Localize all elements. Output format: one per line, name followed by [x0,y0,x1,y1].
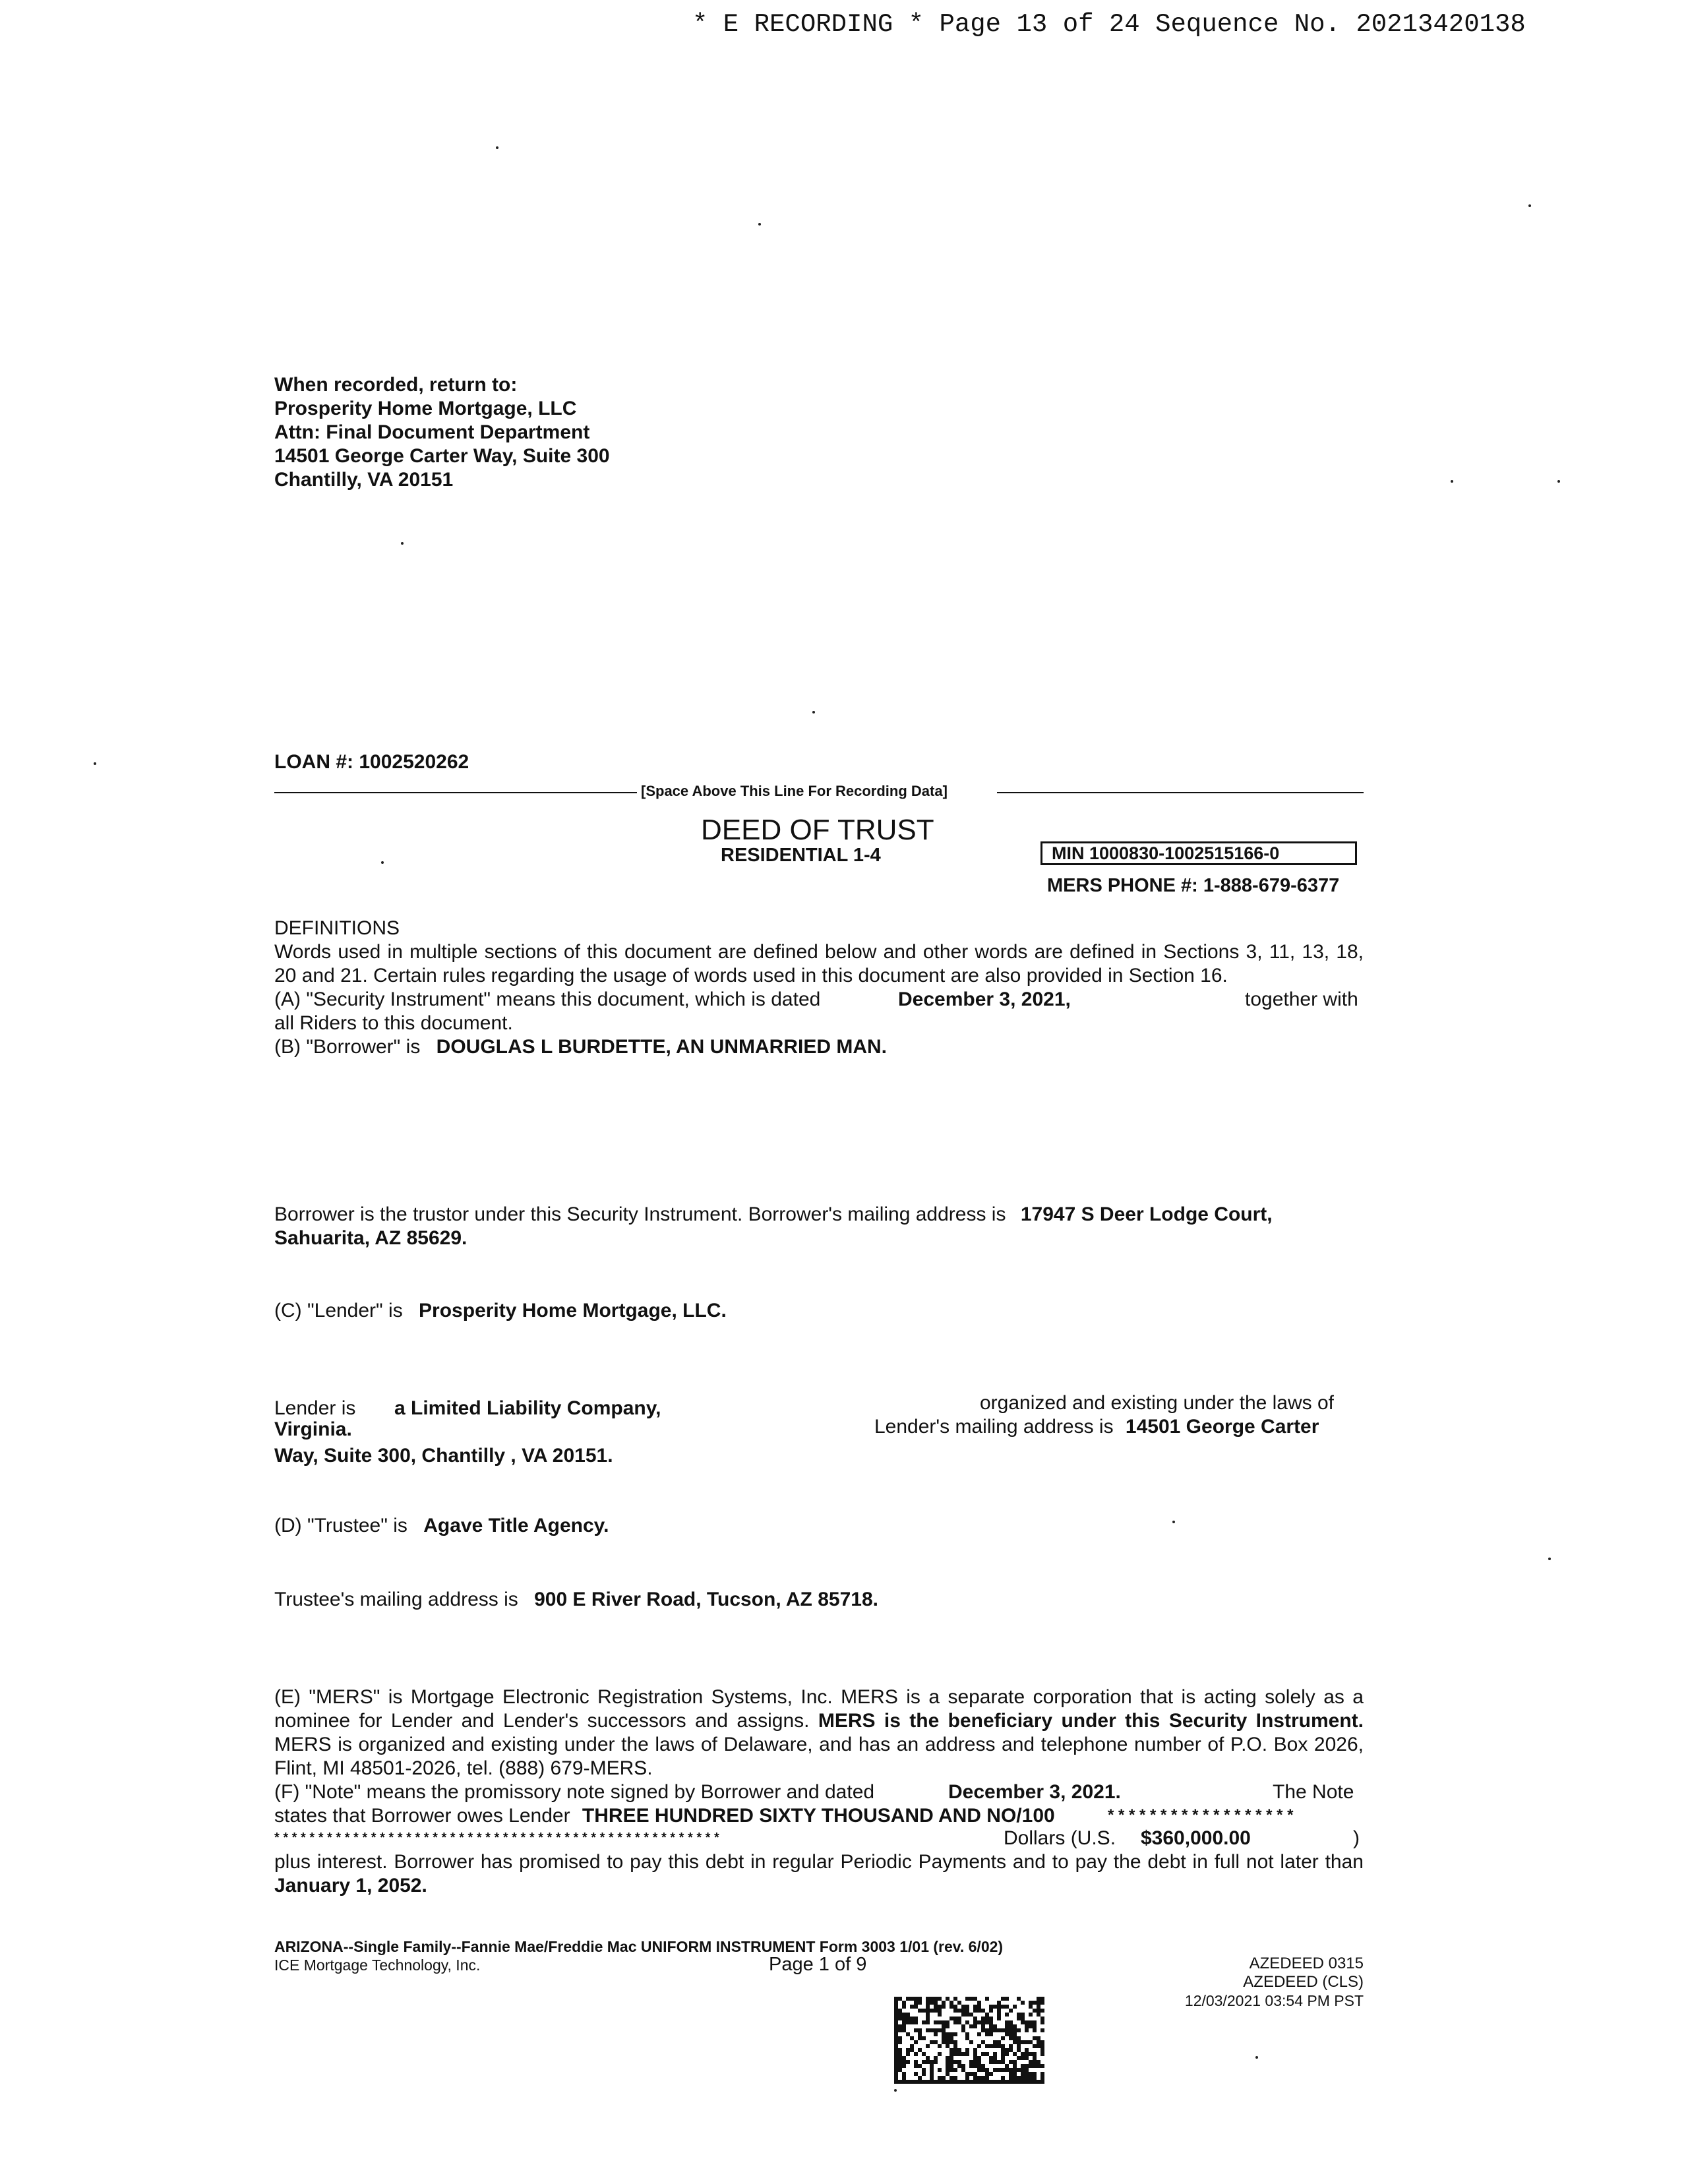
vendor-name: ICE Mortgage Technology, Inc. [274,1957,481,1974]
lender-address-text: Lender's mailing address is [874,1416,1114,1438]
definition-a-cont: all Riders to this document. [274,1012,513,1034]
note-maturity-date: January 1, 2052. [274,1875,427,1896]
definition-a-suffix: together with [1245,988,1358,1010]
lender-state: Virginia. [274,1418,352,1440]
lender-organized: organized and existing under the laws of [980,1392,1335,1414]
definition-e [274,1685,1364,1780]
lender-address-street: 14501 George Carter [1125,1416,1319,1438]
loan-number [274,750,469,774]
return-to-line: Chantilly, VA 20151 [274,469,454,491]
borrower-address-city: Sahuarita, AZ 85629. [274,1227,467,1249]
note-owes-text: states that Borrower owes Lender [274,1805,570,1827]
return-to-block [274,373,610,492]
return-to-heading: When recorded, return to: [274,374,518,396]
note-stars-1: * * * * * * * * * * * * * * * * * * [1108,1806,1294,1824]
document-subtitle: RESIDENTIAL 1-4 [721,845,881,866]
scan-speck [401,542,404,545]
security-instrument-date: December 3, 2021, [898,988,1071,1010]
note-owes-line [274,1804,1055,1828]
definition-f [274,1780,874,1804]
scan-speck [1548,1558,1551,1560]
mers-beneficiary-statement: MERS is the beneficiary under this Security Instrument. [818,1710,1364,1732]
definition-a-text: (A) "Security Instrument" means this document, which is dated [274,988,821,1010]
note-stars-2: * * * * * * * * * * * * * * * * * * * * * * * * * * * * * * * * * * * * * * * * * * * * * * * * * * * [274,1831,719,1845]
definitions-intro: Words used in multiple sections of this document are defined below and other words are defined in Sections 3, 11, 13, 18, 20 and 21. Certain rules regarding the usage of words used in this document are also provided in Section 16. [274,941,1364,986]
mers-phone: MERS PHONE #: 1-888-679-6377 [1047,875,1340,896]
trustee-address-line [274,1588,878,1612]
recording-header: * E RECORDING * Page 13 of 24 Sequence No. 20213420138 [692,10,1526,39]
definition-d [274,1514,609,1538]
definition-c [274,1299,727,1323]
document-title: DEED OF TRUST [701,814,934,846]
return-to-line: Attn: Final Document Department [274,421,590,443]
scan-speck [1557,480,1560,483]
trustee-address-text: Trustee's mailing address is [274,1589,518,1610]
definition-f-suffix: The Note [1273,1781,1354,1803]
lender-address-city: Way, Suite 300, Chantilly , VA 20151. [274,1445,613,1467]
trustee-name: Agave Title Agency. [423,1515,609,1536]
trustee-address: 900 E River Road, Tucson, AZ 85718. [534,1589,878,1610]
min-box [1040,841,1357,865]
scan-speck [758,223,761,226]
note-interest-text: plus interest. Borrower has promised to pay this debt in regular Periodic Payments and to pay the debt in full not later than [274,1851,1364,1873]
space-above-line-label: [Space Above This Line For Recording Data] [641,783,948,799]
scan-speck [1528,204,1531,207]
loan-value: 1002520262 [359,751,469,773]
form-code-2: AZEDEED (CLS) [1243,1973,1364,1991]
loan-label: LOAN #: [274,751,353,773]
separator-left [274,792,637,793]
scan-speck [812,711,815,713]
lender-name: Prosperity Home Mortgage, LLC. [419,1300,727,1321]
definition-e-text-2: MERS is organized and existing under the laws of Delaware, and has an address and telephone number of P.O. Box 2026, Flint, MI 48501-2026, tel. (888) 679-MERS. [274,1734,1364,1779]
borrower-address-text: Borrower is the trustor under this Security Instrument. Borrower's mailing address is [274,1203,1006,1225]
borrower-address-line [274,1203,1273,1227]
definition-c-text: (C) "Lender" is [274,1300,403,1321]
scan-speck [1451,480,1453,483]
note-dollars-label: Dollars (U.S. [1004,1827,1116,1849]
definitions-heading: DEFINITIONS [274,917,400,939]
lender-address-line [874,1415,1319,1439]
form-line: ARIZONA--Single Family--Fannie Mae/Freddie Mac UNIFORM INSTRUMENT Form 3003 1/01 (rev. 6/02) [274,1938,1004,1955]
note-amount-words: THREE HUNDRED SIXTY THOUSAND AND NO/100 [582,1805,1055,1827]
scan-speck [1255,2056,1258,2059]
definition-b [274,1035,887,1059]
borrower-name: DOUGLAS L BURDETTE, AN UNMARRIED MAN. [436,1036,887,1058]
note-amount-close: ) [1353,1827,1360,1849]
return-to-line: 14501 George Carter Way, Suite 300 [274,445,610,467]
min-number: MIN 1000830-1002515166-0 [1052,843,1280,863]
note-date: December 3, 2021. [948,1781,1121,1803]
page-number: Page 1 of 9 [769,1954,867,1975]
form-timestamp: 12/03/2021 03:54 PM PST [1184,1992,1364,2009]
scan-speck [94,762,96,765]
scan-speck [496,146,498,149]
scan-speck [381,861,384,864]
scan-speck [894,2089,897,2092]
definition-d-text: (D) "Trustee" is [274,1515,407,1536]
barcode-icon [894,1997,1047,2084]
return-to-line: Prosperity Home Mortgage, LLC [274,398,577,419]
note-interest [274,1850,1364,1898]
separator-right [997,792,1364,793]
scan-speck [1172,1521,1175,1523]
definition-b-text: (B) "Borrower" is [274,1036,421,1058]
note-amount: $360,000.00 [1141,1827,1251,1849]
definition-f-text: (F) "Note" means the promissory note signed by Borrower and dated [274,1781,875,1803]
lender-type: a Limited Liability Company, [394,1397,661,1419]
lender-is-label: Lender is [274,1397,356,1419]
definition-e-text: (E) "MERS" is Mortgage Electronic Registration Systems, Inc. MERS is a separate corporation that is acting solely as a nominee for Lender and Lender's successors and assigns. [274,1686,1364,1732]
form-code-1: AZEDEED 0315 [1249,1955,1364,1972]
borrower-address-street: 17947 S Deer Lodge Court, [1020,1203,1273,1225]
definition-a [274,988,820,1012]
